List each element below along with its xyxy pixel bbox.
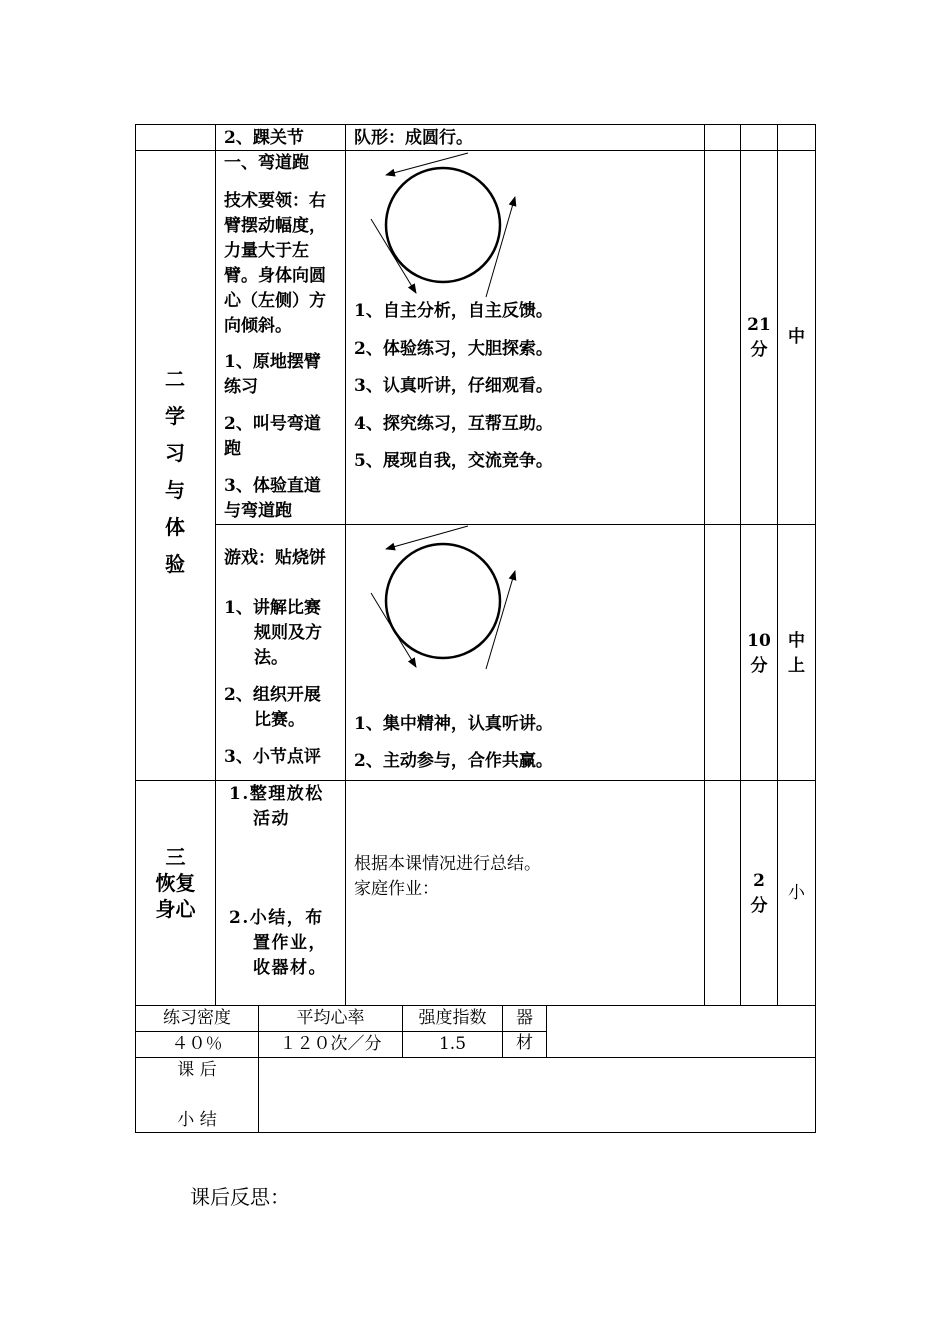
density-value: ４０％ [171, 1034, 223, 1054]
part2-time: 10 分 [747, 631, 771, 676]
part1-title: 一、弯道跑 [224, 153, 309, 173]
part1-student-activities: 1、自主分析，自主反馈。 2、体验练习，大胆探索。 3、认真听讲，仔细观看。 4、探究练习，互帮互助。 5、展现自我，交流竞争。 [354, 301, 553, 471]
part1-item-1: 1、原地摆臂 练习 [224, 352, 321, 397]
part2-title: 游戏：贴烧饼 [224, 548, 326, 568]
section3-item-2: 2.小结，布 置作业， 收器材。 [229, 908, 327, 978]
reflection-heading: 课后反思： [190, 1185, 290, 1209]
curve-running-diagram [346, 151, 546, 301]
heart-rate-value: １２０次／分 [279, 1034, 382, 1054]
part1-item-2: 2、叫号弯道 跑 [224, 414, 321, 459]
density-header: 练习密度 [163, 1008, 231, 1028]
game-diagram [346, 525, 546, 675]
part1-intensity: 中 [788, 327, 805, 347]
prev-content: 2、踝关节 [224, 128, 304, 148]
part1-item-3: 3、体验直道 与弯道跑 [224, 476, 321, 521]
prev-method: 队形：成圆行。 [354, 128, 473, 148]
part2-item-2: 2、组织开展 比赛。 [224, 685, 321, 730]
section3-method: 根据本课情况进行总结。 家庭作业： [354, 854, 541, 899]
section3-item-1: 1.整理放松 活动 [229, 784, 324, 829]
section3-intensity: 小 [788, 883, 805, 903]
part2-item-3: 3、小节点评 [224, 747, 321, 767]
intensity-index-value: 1.5 [438, 1034, 467, 1054]
part2-item-1: 1、讲解比赛 规则及方 法。 [224, 598, 322, 668]
section3-label: 三 恢复 身心 [155, 845, 196, 921]
part1-time: 21 分 [747, 315, 771, 360]
part2-intensity: 中 上 [788, 631, 805, 676]
after-class-summary-label: 课 后 小 结 [177, 1060, 217, 1130]
heart-rate-header: 平均心率 [296, 1008, 365, 1028]
part1-technique: 技术要领：右 臂摆动幅度， 力量大于左 臂。身体向圆 心（左侧）方 向倾斜。 [224, 191, 326, 336]
intensity-index-header: 强度指数 [418, 1008, 487, 1028]
section3-time: 2 分 [750, 871, 768, 916]
part2-student-activities: 1、集中精神，认真听讲。 2、主动参与，合作共赢。 [354, 714, 553, 771]
section2-label: 二 学 习 与 体 验 [165, 367, 185, 576]
equipment-label: 器 材 [516, 1008, 533, 1053]
